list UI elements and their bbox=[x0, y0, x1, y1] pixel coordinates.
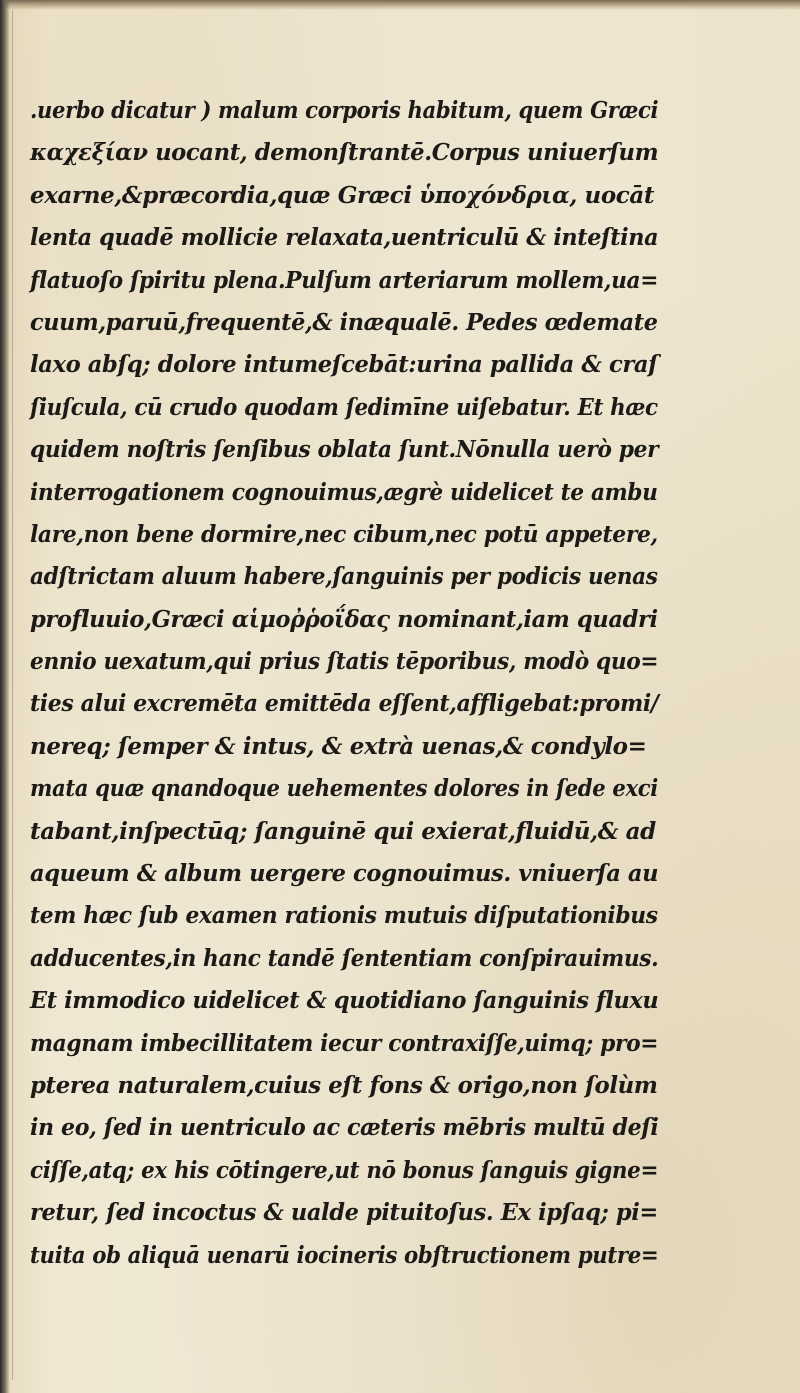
text-line: magnam imbecillitatem iecur contraxiſſe,uimq; pro= bbox=[30, 1029, 659, 1057]
text-line: ties alui excremēta emittēda eſſent,affligebat:promi/ bbox=[30, 690, 659, 718]
text-line: cuum,paruū,frequentē,& inæqualē. Pedes œdemate bbox=[30, 308, 658, 336]
text-line: exarne,&præcordia,quæ Græci ὑποχόνδρια, uocāt bbox=[30, 181, 655, 209]
latin-text-block bbox=[30, 90, 660, 1277]
text-line: adducentes,in hanc tandē ſententiam conſpirauimus. bbox=[30, 944, 659, 972]
text-line: profluuio,Græci αἱμοῤῥοΐδας nominant,iam quadri bbox=[30, 605, 658, 633]
text-line: καχεξίαν uocant, demonſtrantē.Corpus uniuerſum bbox=[30, 139, 659, 167]
text-line: tuita ob aliquā uenarū iocineris obſtructionem putre= bbox=[30, 1241, 659, 1269]
text-line: Et immodico uidelicet & quotidiano ſanguinis fluxu bbox=[30, 987, 659, 1015]
text-line: ennio uexatum,qui prius ſtatis tēporibus, modò quo= bbox=[30, 648, 659, 676]
text-line: interrogationem cognouimus,ægrè uidelicet te ambu bbox=[30, 478, 658, 506]
text-line: aqueum & album uergere cognouimus. vniuerſa au bbox=[30, 860, 659, 888]
text-line: ciſſe,atq; ex his cōtingere,ut nō bonus ſanguis gigne= bbox=[30, 1156, 659, 1184]
text-line: in eo, ſed in uentriculo ac cæteris mēbris multū deſi bbox=[30, 1114, 659, 1142]
text-line: tabant,inſpectūq; ſanguinē qui exierat,fluidū,& ad bbox=[30, 817, 656, 845]
text-line: retur, ſed incoctus & ualde pituitoſus. Ex ipſaq; pi= bbox=[30, 1199, 658, 1227]
text-line: ſiuſcula, cū crudo quodam ſedimīne uiſebatur. Et hæc bbox=[30, 393, 658, 421]
text-line: nereq; ſemper & intus, & extrà uenas,& condylo= bbox=[30, 732, 647, 760]
text-line: adſtrictam aluum habere,ſanguinis per podicis uenas bbox=[30, 563, 658, 591]
text-line: lenta quadē mollicie relaxata,uentriculū & inteſtina bbox=[30, 224, 659, 252]
text-line: quidem noſtris ſenſibus oblata ſunt.Nōnulla uerò per bbox=[30, 436, 659, 464]
book-gutter bbox=[0, 0, 10, 1393]
gutter-rule bbox=[12, 10, 13, 1380]
text-line: flatuoſo ſpiritu plena.Pulſum arteriarum mollem,ua= bbox=[30, 266, 659, 294]
text-line: tem hæc ſub examen rationis mutuis diſputationibus bbox=[30, 902, 658, 930]
text-line: mata quæ qnandoque uehementes dolores in ſede exci bbox=[30, 775, 658, 803]
text-line: laxo abſq; dolore intumeſcebāt:urina pallida & craſ bbox=[30, 351, 658, 379]
text-line: pterea naturalem,cuius eſt fons & origo,non ſolùm bbox=[30, 1071, 658, 1099]
page-top-edge bbox=[0, 0, 800, 10]
text-line: lare,non bene dormire,nec cibum,nec potū appetere, bbox=[30, 520, 658, 548]
text-line: .uerbo dicatur ) malum corporis habitum, quem Græci bbox=[30, 97, 659, 124]
